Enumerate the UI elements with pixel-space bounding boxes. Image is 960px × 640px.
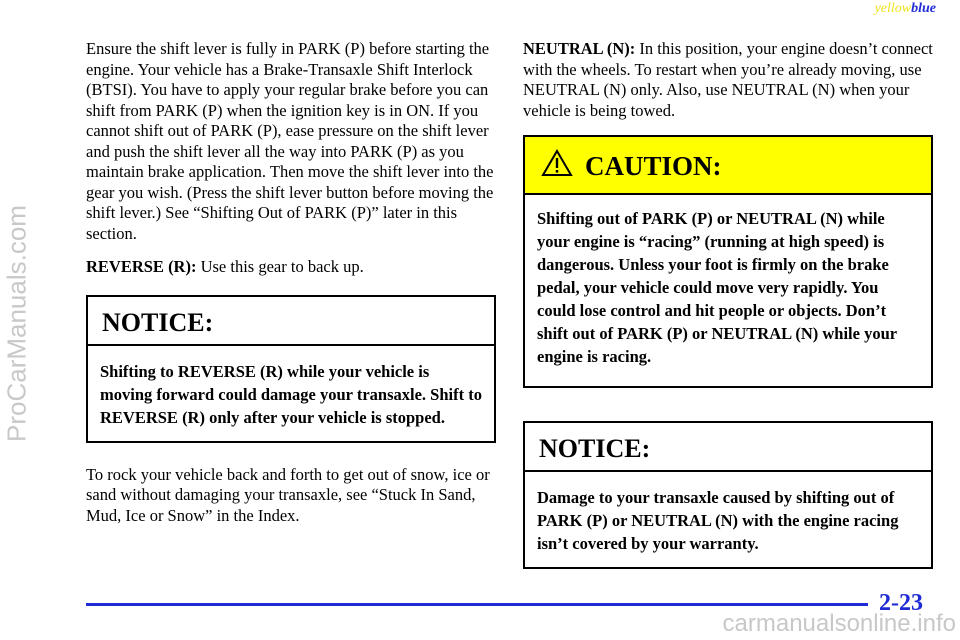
shift-lever-paragraph: Ensure the shift lever is fully in PARK (P) before starting the engine. Your vehicle has a Brake-Transaxle Shift Interlock (BTSI). You have to apply your regular brake before you can shift from PARK (P) when the ignition key is in ON. If you cannot shift out of PARK (P), ease pressure on the shift lever and push the shift lever all the way into PARK (P) as you maintain brake application. Then move the shift lever into the gear you wish. (Press the shift lever button before moving the shift lever.) See “Shifting Out of PARK (P)” later in this section. xyxy=(86,39,494,243)
warning-triangle-icon xyxy=(541,149,573,177)
color-tag-yellow: yellow xyxy=(874,1,912,16)
color-tag xyxy=(875,1,936,17)
notice-title: NOTICE: xyxy=(88,297,494,346)
notice-box-reverse xyxy=(86,295,496,443)
rock-vehicle-paragraph: To rock your vehicle back and forth to get out of snow, ice or sand without damaging your transaxle, see “Stuck In Sand, Mud, Ice or Snow” in the Index. xyxy=(86,464,490,525)
caution-header xyxy=(525,137,931,195)
color-tag-blue: blue xyxy=(911,1,936,16)
notice-box-warranty xyxy=(523,421,933,569)
reverse-label: REVERSE (R): xyxy=(86,257,197,276)
right-column xyxy=(523,39,933,591)
page-number: 2-23 xyxy=(879,590,923,616)
bottom-watermark: carmanualsonline.info xyxy=(722,610,956,637)
footer-rule xyxy=(86,603,868,606)
notice-title: NOTICE: xyxy=(525,423,931,472)
neutral-label: NEUTRAL (N): xyxy=(523,39,636,58)
reverse-paragraph xyxy=(86,257,496,278)
notice-text: Damage to your transaxle caused by shifting out of PARK (P) or NEUTRAL (N) with the engine racing isn’t covered by your warranty. xyxy=(537,488,899,553)
reverse-text: Use this gear to back up. xyxy=(196,257,364,276)
notice-text: Shifting to REVERSE (R) while your vehicle is moving forward could damage your transaxle. Shift to REVERSE (R) only after your vehicle is stopped. xyxy=(100,361,482,427)
side-watermark: ProCarManuals.com xyxy=(1,205,32,442)
caution-box xyxy=(523,135,933,388)
caution-text: Shifting out of PARK (P) or NEUTRAL (N) while your engine is “racing” (running at high speed) is dangerous. Unless your foot is firmly on the brake pedal, your vehicle could move very rapidly. You could lose control and hit people or objects. Don’t shift out of PARK (P) or NEUTRAL (N) while your engine is racing. xyxy=(537,209,897,366)
caution-title: CAUTION: xyxy=(585,151,722,181)
left-column xyxy=(86,39,496,539)
neutral-paragraph xyxy=(523,39,933,121)
neutral-text: In this position, your engine doesn’t connect with the wheels. To restart when you’re already moving, use NEUTRAL (N) only. Also, use NEUTRAL (N) when your vehicle is being towed. xyxy=(523,39,933,120)
